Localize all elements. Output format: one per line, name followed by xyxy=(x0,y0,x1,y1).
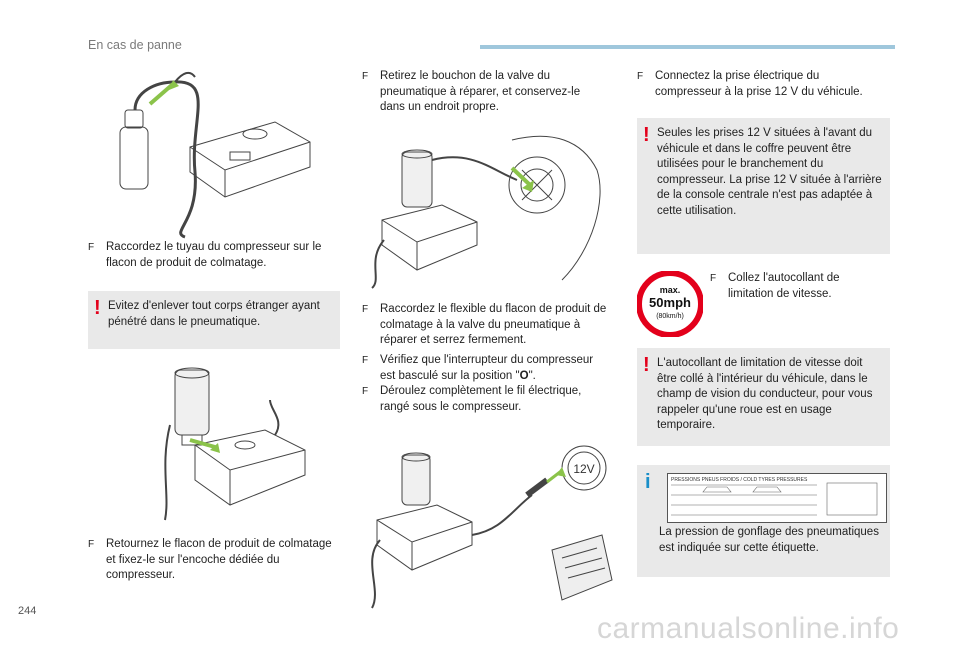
warning-box-sticker xyxy=(637,348,890,446)
step-unroll-cable xyxy=(362,384,607,415)
warning-box-sockets xyxy=(637,118,890,254)
warning-icon: ! xyxy=(643,124,650,146)
warning-icon: ! xyxy=(643,354,650,376)
label-heading: PRESSIONS PNEUS FROIDS / COLD TYRES PRESSURES xyxy=(671,477,808,483)
step-marker-icon: F xyxy=(637,71,644,82)
step-marker-icon: F xyxy=(362,71,369,82)
step-check-switch xyxy=(362,353,607,384)
sticker-max: max. xyxy=(659,285,681,295)
switch-position: O xyxy=(519,369,529,382)
watermark: carmanualsonline.info xyxy=(597,612,900,645)
page-number: 244 xyxy=(18,605,37,617)
speed-limit-sticker xyxy=(637,271,703,337)
step-text: Retournez le flacon de produit de colmatage et fixez-le sur l'encoche dédiée du compresseur. xyxy=(106,538,332,581)
tyre-pressure-label-illustration xyxy=(667,473,887,523)
sticker-kmh: (80km/h) xyxy=(656,313,684,320)
step-text: Retirez le bouchon de la valve du pneumatique à réparer, et conservez-le dans un endroit propre. xyxy=(380,70,581,113)
step-connect-plug xyxy=(637,69,887,100)
warning-box-foreign-body xyxy=(88,291,340,349)
step-connect-hose xyxy=(88,240,338,271)
hose-to-valve-illustration xyxy=(362,130,617,290)
step-text: Connectez la prise électrique du compresseur à la prise 12 V du véhicule. xyxy=(655,70,863,98)
info-text: La pression de gonflage des pneumatiques est indiquée sur cette étiquette. xyxy=(659,526,879,554)
step-marker-icon: F xyxy=(362,386,369,397)
step-marker-icon: F xyxy=(362,355,369,366)
sticker-speed: 50mph xyxy=(649,295,691,310)
socket-label: 12V xyxy=(573,462,595,476)
step-text-end: ". xyxy=(528,369,536,382)
bottle-on-compressor-illustration xyxy=(160,365,320,525)
step-marker-icon: F xyxy=(710,273,717,284)
compressor-bottle-illustration xyxy=(95,62,320,240)
step-marker-icon: F xyxy=(88,539,95,550)
step-text: Raccordez le tuyau du compresseur sur le flacon de produit de colmatage. xyxy=(106,241,322,269)
step-stick-label xyxy=(710,271,880,302)
step-marker-icon: F xyxy=(362,304,369,315)
step-text: Déroulez complètement le fil électrique, rangé sous le compresseur. xyxy=(380,385,582,413)
info-box-tyre-pressure xyxy=(637,465,890,577)
step-marker-icon: F xyxy=(88,242,95,253)
step-text: Raccordez le flexible du flacon de produit de colmatage à la valve du pneumatique à réparer et serrez fermement. xyxy=(380,303,607,346)
power-socket-illustration xyxy=(362,440,617,610)
step-remove-valve-cap xyxy=(362,69,602,116)
step-text: Vérifiez que l'interrupteur du compresseur est basculé sur la position " xyxy=(380,354,594,382)
step-text: Collez l'autocollant de limitation de vitesse. xyxy=(728,272,840,300)
warning-icon: ! xyxy=(94,297,101,319)
step-turn-bottle xyxy=(88,537,333,584)
header-bar xyxy=(480,45,895,49)
warning-text: Evitez d'enlever tout corps étranger ayant pénétré dans le pneumatique. xyxy=(108,300,320,328)
page-header: En cas de panne xyxy=(88,38,182,52)
info-icon: i xyxy=(645,471,651,493)
warning-text: L'autocollant de limitation de vitesse doit être collé à l'intérieur du véhicule, dans le champ de vision du conducteur, pour vous rappeler qu'une roue est en usage temporaire. xyxy=(657,357,873,431)
step-connect-flexible xyxy=(362,302,607,349)
warning-text: Seules les prises 12 V situées à l'avant du véhicule et dans le coffre peuvent être utilisées pour le branchement du compresseur. La prise 12 V située à l'arrière de la console centrale n'est pas adaptée à cette utilisation. xyxy=(657,127,882,217)
